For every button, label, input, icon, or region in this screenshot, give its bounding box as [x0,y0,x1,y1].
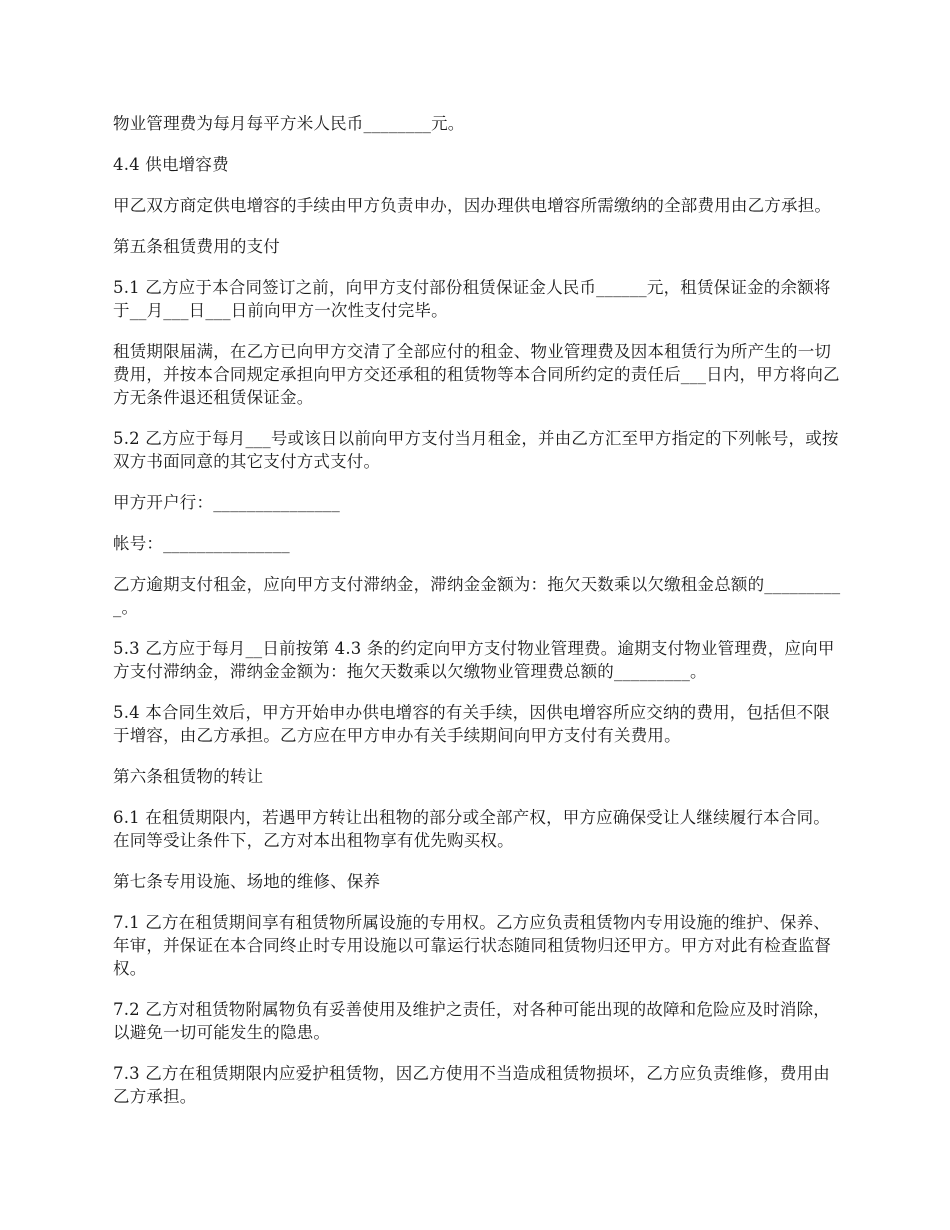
paragraph-7-3: 7.3 乙方在租赁期限内应爱护租赁物，因乙方使用不当造成租赁物损坏，乙方应负责维修，费用由乙方承担。 [113,1064,830,1106]
paragraph-5-4: 5.4 本合同生效后，甲方开始申办供电增容的有关手续，因供电增容所应交纳的费用，包括但不限于增容，由乙方承担。乙方应在甲方申办有关手续期间向甲方支付有关费用。 [113,703,830,745]
paragraph-5-1: 5.1 乙方应于本合同签订之前，向甲方支付部份租赁保证金人民币______元，租赁保证金的余额将于__月___日___日前向甲方一次性支付完毕。 [113,278,831,320]
paragraph-account: 帐号：_______________ [113,534,290,553]
document-page [113,112,843,1126]
article-heading-7: 第七条专用设施、场地的维修、保养 [113,872,381,891]
paragraph-5-3: 5.3 乙方应于每月__日前按第 4.3 条的约定向甲方支付物业管理费。逾期支付物业管理费，应向甲方支付滞纳金，滞纳金金额为：拖欠天数乘以欠缴物业管理费总额的_________。 [113,639,835,681]
paragraph-late-rent: 乙方逾期支付租金，应向甲方支付滞纳金，滞纳金金额为：拖欠天数乘以欠缴租金总额的__________。 [113,575,841,617]
paragraph-7-1: 7.1 乙方在租赁期间享有租赁物所属设施的专用权。乙方应负责租赁物内专用设施的维护、保养、年审，并保证在本合同终止时专用设施以可靠运行状态随同租赁物归还甲方。甲方对此有检查监督权。 [113,913,832,978]
paragraph-5-2: 5.2 乙方应于每月___号或该日以前向甲方支付当月租金，并由乙方汇至甲方指定的下列帐号，或按双方书面同意的其它支付方式支付。 [113,429,839,471]
article-heading-5: 第五条租赁费用的支付 [113,237,280,256]
article-heading-6: 第六条租赁物的转让 [113,767,264,786]
paragraph-deposit-refund: 租赁期限届满，在乙方已向甲方交清了全部应付的租金、物业管理费及因本租赁行为所产生的一切费用，并按本合同规定承担向甲方交还承租的租赁物等本合同所约定的责任后___日内，甲方将向乙方无条件退还租赁保证金。 [113,342,840,407]
paragraph-power-capacity: 甲乙双方商定供电增容的手续由甲方负责申办，因办理供电增容所需缴纳的全部费用由乙方承担。 [113,196,832,215]
paragraph-6-1: 6.1 在租赁期限内，若遇甲方转让出租物的部分或全部产权，甲方应确保受让人继续履行本合同。在同等受让条件下，乙方对本出租物享有优先购买权。 [113,808,830,850]
paragraph-7-2: 7.2 乙方对租赁物附属物负有妥善使用及维护之责任，对各种可能出现的故障和危险应及时消除，以避免一切可能发生的隐患。 [113,1000,830,1042]
paragraph-property-fee: 物业管理费为每月每平方米人民币________元。 [113,114,465,133]
section-heading-4-4: 4.4 供电增容费 [113,155,229,174]
paragraph-bank: 甲方开户行：_______________ [113,493,340,512]
